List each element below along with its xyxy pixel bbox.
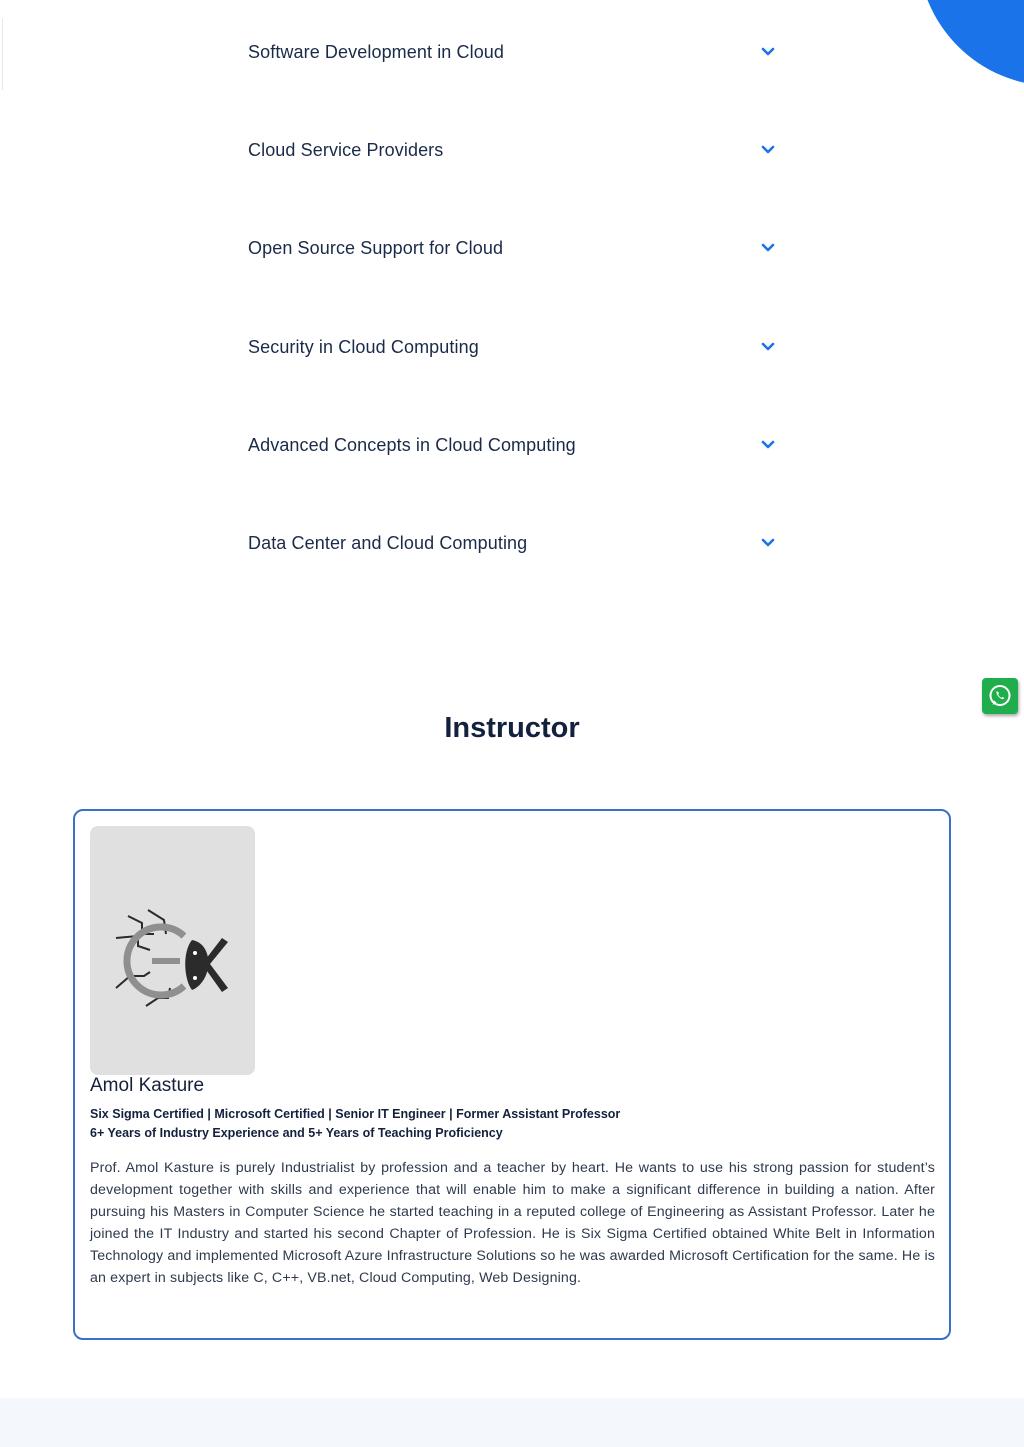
accordion-item-data-center[interactable] [248, 523, 778, 563]
section-title-instructor: Instructor [444, 712, 580, 744]
accordion-item-open-source-support[interactable] [248, 228, 778, 268]
instructor-card [73, 809, 951, 1340]
chevron-down-icon[interactable] [758, 435, 778, 455]
credentials-line: Six Sigma Certified | Microsoft Certified | Senior IT Engineer | Former Assistant Professor [90, 1107, 621, 1121]
accordion-item-cloud-service-providers[interactable] [248, 130, 778, 170]
accordion-item-title: Security in Cloud Computing [248, 336, 479, 357]
avatar [90, 826, 255, 1075]
whatsapp-icon [987, 683, 1013, 709]
credentials-line: 6+ Years of Industry Experience and 5+ Years of Teaching Proficiency [90, 1126, 503, 1140]
chevron-down-icon[interactable] [758, 238, 778, 258]
accordion-item-software-development[interactable] [248, 32, 778, 72]
accordion-item-title: Advanced Concepts in Cloud Computing [248, 434, 576, 455]
instructor-name: Amol Kasture [90, 1075, 205, 1096]
accordion-item-advanced-concepts[interactable] [248, 425, 778, 465]
decorative-corner-shape [918, 0, 1024, 86]
chevron-down-icon[interactable] [758, 42, 778, 62]
chevron-down-icon[interactable] [758, 140, 778, 160]
instructor-credentials [90, 1105, 620, 1143]
accordion-item-title: Data Center and Cloud Computing [248, 532, 528, 553]
divider [2, 18, 3, 90]
footer-band [0, 1398, 1024, 1447]
instructor-bio: Prof. Amol Kasture is purely Industrialist by profession and a teacher by heart. He wants to use his strong passion for student’s development together with skills and experience that will enable him to make a significant difference in building a nation. After pursuing his Masters in Computer Science he started teaching in a reputed college of Engineering as Assistant Professor. Later he joined the IT Industry and started his second Chapter of Profession. He is Six Sigma Certified obtained White Belt in Information Technology and implemented Microsoft Azure Infrastructure Solutions so he was awarded Microsoft Certification for the same. He is an expert in subjects like C, C++, VB.net, Cloud Computing, Web Designing. [90, 1160, 935, 1286]
accordion-item-security[interactable] [248, 327, 778, 367]
accordion-item-title: Open Source Support for Cloud [248, 237, 504, 258]
whatsapp-button[interactable] [982, 678, 1018, 714]
chevron-down-icon[interactable] [758, 533, 778, 553]
accordion-item-title: Software Development in Cloud [248, 41, 505, 62]
accordion-item-title: Cloud Service Providers [248, 139, 444, 160]
chevron-down-icon[interactable] [758, 337, 778, 357]
bug-logo-icon [98, 876, 248, 1026]
